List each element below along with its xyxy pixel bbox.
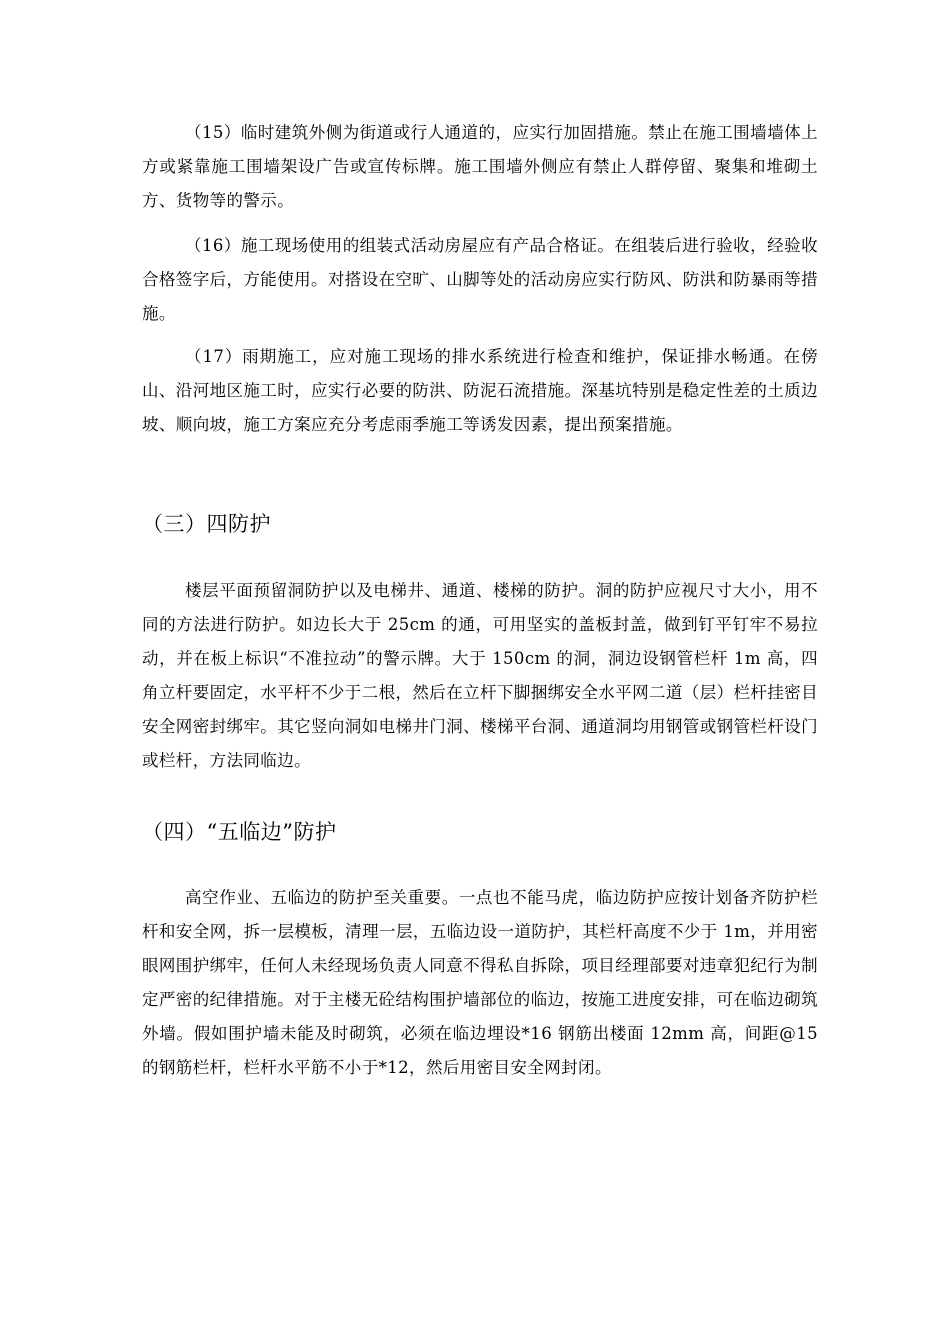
paragraph-opening-protection: 楼层平面预留洞防护以及电梯井、通道、楼梯的防护。洞的防护应视尺寸大小，用不同的方法进行防护。如边长大于 25cm 的通，可用坚实的盖板封盖，做到钉平钉牢不易拉动，并在板上标识“不准拉动”的警示牌。大于 150cm 的洞，洞边设钢管栏杆 1m 高，四角立杆要固定，水平杆不少于二根，然后在立杆下脚捆绑安全水平网二道（层）栏杆挂密目安全网密封绑牢。其它竖向洞如电梯井门洞、楼梯平台洞、通道洞均用钢管或钢管栏杆设门或栏杆，方法同临边。 xyxy=(142,581,818,770)
section-heading-five-edges: （四）“五临边”防护 xyxy=(142,820,337,844)
paragraph-edge-protection: 高空作业、五临边的防护至关重要。一点也不能马虎，临边防护应按计划备齐防护栏杆和安全网，拆一层模板，清理一层，五临边设一道防护，其栏杆高度不少于 1m，并用密眼网围护绑牢，任何人未经现场负责人同意不得私自拆除，项目经理部要对违章犯纪行为制定严密的纪律措施。对于主楼无砼结构围护墙部位的临边，按施工进度安排，可在临边砌筑外墙。假如围护墙未能及时砌筑，必须在临边埋设*16 钢筋出楼面 12mm 高，间距@15 的钢筋栏杆，栏杆水平筋不小于*12，然后用密目安全网封闭。 xyxy=(142,888,818,1077)
paragraph-item-16: （16）施工现场使用的组装式活动房屋应有产品合格证。在组装后进行验收，经验收合格签字后，方能使用。对搭设在空旷、山脚等处的活动房应实行防风、防洪和防暴雨等措施。 xyxy=(142,236,818,323)
section-heading-four-protections: （三）四防护 xyxy=(142,512,271,536)
paragraph-item-15: （15）临时建筑外侧为街道或行人通道的，应实行加固措施。禁止在施工围墙墙体上方或紧靠施工围墙架设广告或宣传标牌。施工围墙外侧应有禁止人群停留、聚集和堆砌土方、货物等的警示。 xyxy=(142,123,818,210)
paragraph-item-17: （17）雨期施工，应对施工现场的排水系统进行检查和维护，保证排水畅通。在傍山、沿河地区施工时，应实行必要的防洪、防泥石流措施。深基坑特别是稳定性差的土质边坡、顺向坡，施工方案应充分考虑雨季施工等诱发因素，提出预案措施。 xyxy=(142,347,818,434)
